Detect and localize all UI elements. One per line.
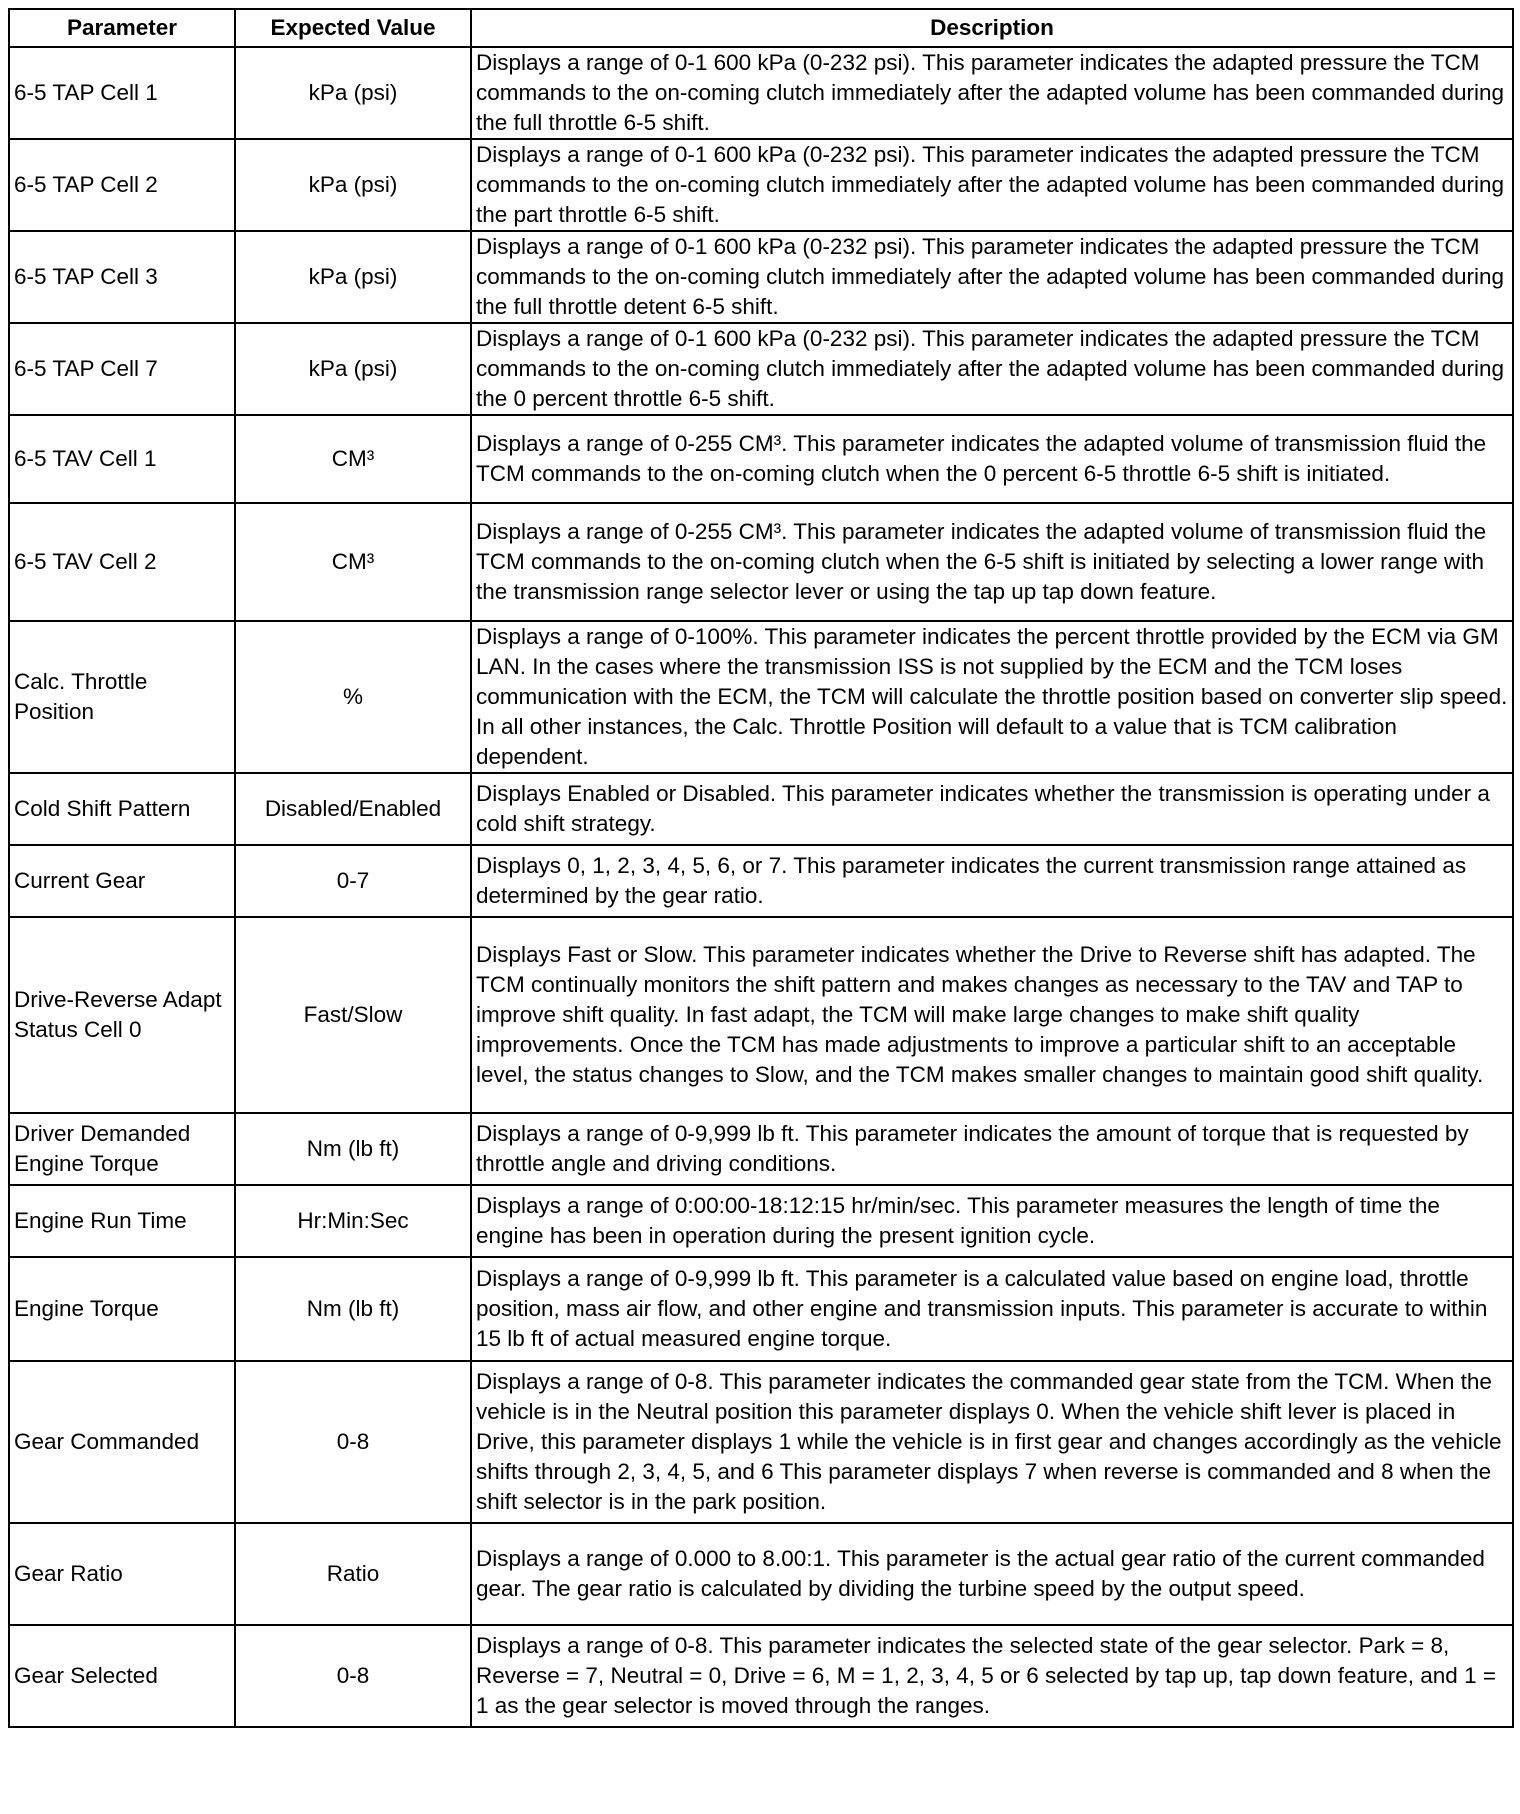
parameter-cell: 6-5 TAP Cell 7 [9, 323, 235, 415]
table-row [9, 845, 1513, 917]
expected-value-cell: 0-8 [235, 1361, 471, 1523]
description-cell: Displays a range of 0.000 to 8.00:1. This parameter is the actual gear ratio of the current commanded gear. The gear ratio is calculated by dividing the turbine speed by the output speed. [471, 1523, 1513, 1625]
table-row [9, 621, 1513, 773]
expected-value-cell: 0-8 [235, 1625, 471, 1727]
table-row [9, 1113, 1513, 1185]
parameter-cell: 6-5 TAP Cell 2 [9, 139, 235, 231]
expected-value-cell: % [235, 621, 471, 773]
parameter-cell: 6-5 TAV Cell 1 [9, 415, 235, 503]
description-cell: Displays a range of 0-1 600 kPa (0-232 psi). This parameter indicates the adapted pressure the TCM commands to the on-coming clutch immediately after the adapted volume has been commanded during the full throttle 6-5 shift. [471, 47, 1513, 139]
description-cell: Displays a range of 0-8. This parameter indicates the selected state of the gear selector. Park = 8, Reverse = 7, Neutral = 0, Drive = 6, M = 1, 2, 3, 4, 5 or 6 selected by tap up, tap down feature, and 1 = 1 as the gear selector is moved through the ranges. [471, 1625, 1513, 1727]
parameter-table [8, 8, 1514, 1728]
expected-value-cell: kPa (psi) [235, 139, 471, 231]
table-row [9, 503, 1513, 621]
table-row [9, 1257, 1513, 1361]
expected-value-cell: Ratio [235, 1523, 471, 1625]
description-cell: Displays Fast or Slow. This parameter indicates whether the Drive to Reverse shift has adapted. The TCM continually monitors the shift pattern and makes changes as necessary to the TAV and TAP to improve shift quality. In fast adapt, the TCM will make large changes to make shift quality improvements. Once the TCM has made adjustments to improve a particular shift to an acceptable level, the status changes to Slow, and the TCM makes smaller changes to maintain good shift quality. [471, 917, 1513, 1113]
expected-value-cell: Disabled/Enabled [235, 773, 471, 845]
description-cell: Displays a range of 0-9,999 lb ft. This parameter is a calculated value based on engine load, throttle position, mass air flow, and other engine and transmission inputs. This parameter is accurate to within 15 lb ft of actual measured engine torque. [471, 1257, 1513, 1361]
parameter-cell: Driver Demanded Engine Torque [9, 1113, 235, 1185]
expected-value-cell: 0-7 [235, 845, 471, 917]
description-cell: Displays a range of 0-255 CM³. This parameter indicates the adapted volume of transmission fluid the TCM commands to the on-coming clutch when the 0 percent 6-5 throttle 6-5 shift is initiated. [471, 415, 1513, 503]
description-cell: Displays a range of 0-1 600 kPa (0-232 psi). This parameter indicates the adapted pressure the TCM commands to the on-coming clutch immediately after the adapted volume has been commanded during the full throttle detent 6-5 shift. [471, 231, 1513, 323]
expected-value-cell: kPa (psi) [235, 47, 471, 139]
expected-value-cell: Hr:Min:Sec [235, 1185, 471, 1257]
description-cell: Displays 0, 1, 2, 3, 4, 5, 6, or 7. This parameter indicates the current transmission range attained as determined by the gear ratio. [471, 845, 1513, 917]
parameter-cell: Engine Torque [9, 1257, 235, 1361]
table-row [9, 231, 1513, 323]
table-row [9, 773, 1513, 845]
description-cell: Displays a range of 0:00:00-18:12:15 hr/min/sec. This parameter measures the length of time the engine has been in operation during the present ignition cycle. [471, 1185, 1513, 1257]
description-cell: Displays a range of 0-9,999 lb ft. This parameter indicates the amount of torque that is requested by throttle angle and driving conditions. [471, 1113, 1513, 1185]
parameter-cell: 6-5 TAP Cell 3 [9, 231, 235, 323]
table-row [9, 1625, 1513, 1727]
description-cell: Displays a range of 0-1 600 kPa (0-232 psi). This parameter indicates the adapted pressure the TCM commands to the on-coming clutch immediately after the adapted volume has been commanded during the part throttle 6-5 shift. [471, 139, 1513, 231]
expected-value-cell: Nm (lb ft) [235, 1113, 471, 1185]
table-header-row [9, 9, 1513, 47]
parameter-cell: Gear Ratio [9, 1523, 235, 1625]
expected-value-cell: CM³ [235, 415, 471, 503]
expected-value-cell: kPa (psi) [235, 231, 471, 323]
parameter-cell: Drive-Reverse Adapt Status Cell 0 [9, 917, 235, 1113]
header-description: Description [471, 9, 1513, 47]
header-expected-value: Expected Value [235, 9, 471, 47]
parameter-cell: 6-5 TAP Cell 1 [9, 47, 235, 139]
table-row [9, 415, 1513, 503]
table-row [9, 139, 1513, 231]
table-row [9, 47, 1513, 139]
parameter-cell: Gear Commanded [9, 1361, 235, 1523]
parameter-cell: Current Gear [9, 845, 235, 917]
table-row [9, 323, 1513, 415]
description-cell: Displays a range of 0-100%. This parameter indicates the percent throttle provided by the ECM via GM LAN. In the cases where the transmission ISS is not supplied by the ECM and the TCM loses communication with the ECM, the TCM will calculate the throttle position based on converter slip speed. In all other instances, the Calc. Throttle Position will default to a value that is TCM calibration dependent. [471, 621, 1513, 773]
table-row [9, 917, 1513, 1113]
description-cell: Displays a range of 0-1 600 kPa (0-232 psi). This parameter indicates the adapted pressure the TCM commands to the on-coming clutch immediately after the adapted volume has been commanded during the 0 percent throttle 6-5 shift. [471, 323, 1513, 415]
description-cell: Displays a range of 0-8. This parameter indicates the commanded gear state from the TCM. When the vehicle is in the Neutral position this parameter displays 0. When the vehicle shift lever is placed in Drive, this parameter displays 1 while the vehicle is in first gear and changes accordingly as the vehicle shifts through 2, 3, 4, 5, and 6 This parameter displays 7 when reverse is commanded and 8 when the shift selector is in the park position. [471, 1361, 1513, 1523]
description-cell: Displays Enabled or Disabled. This parameter indicates whether the transmission is operating under a cold shift strategy. [471, 773, 1513, 845]
table-row [9, 1523, 1513, 1625]
parameter-cell: Engine Run Time [9, 1185, 235, 1257]
expected-value-cell: Fast/Slow [235, 917, 471, 1113]
expected-value-cell: Nm (lb ft) [235, 1257, 471, 1361]
parameter-cell: 6-5 TAV Cell 2 [9, 503, 235, 621]
expected-value-cell: kPa (psi) [235, 323, 471, 415]
expected-value-cell: CM³ [235, 503, 471, 621]
parameter-cell: Cold Shift Pattern [9, 773, 235, 845]
description-cell: Displays a range of 0-255 CM³. This parameter indicates the adapted volume of transmission fluid the TCM commands to the on-coming clutch when the 6-5 shift is initiated by selecting a lower range with the transmission range selector lever or using the tap up tap down feature. [471, 503, 1513, 621]
parameter-cell: Calc. Throttle Position [9, 621, 235, 773]
table-row [9, 1185, 1513, 1257]
parameter-cell: Gear Selected [9, 1625, 235, 1727]
table-row [9, 1361, 1513, 1523]
header-parameter: Parameter [9, 9, 235, 47]
